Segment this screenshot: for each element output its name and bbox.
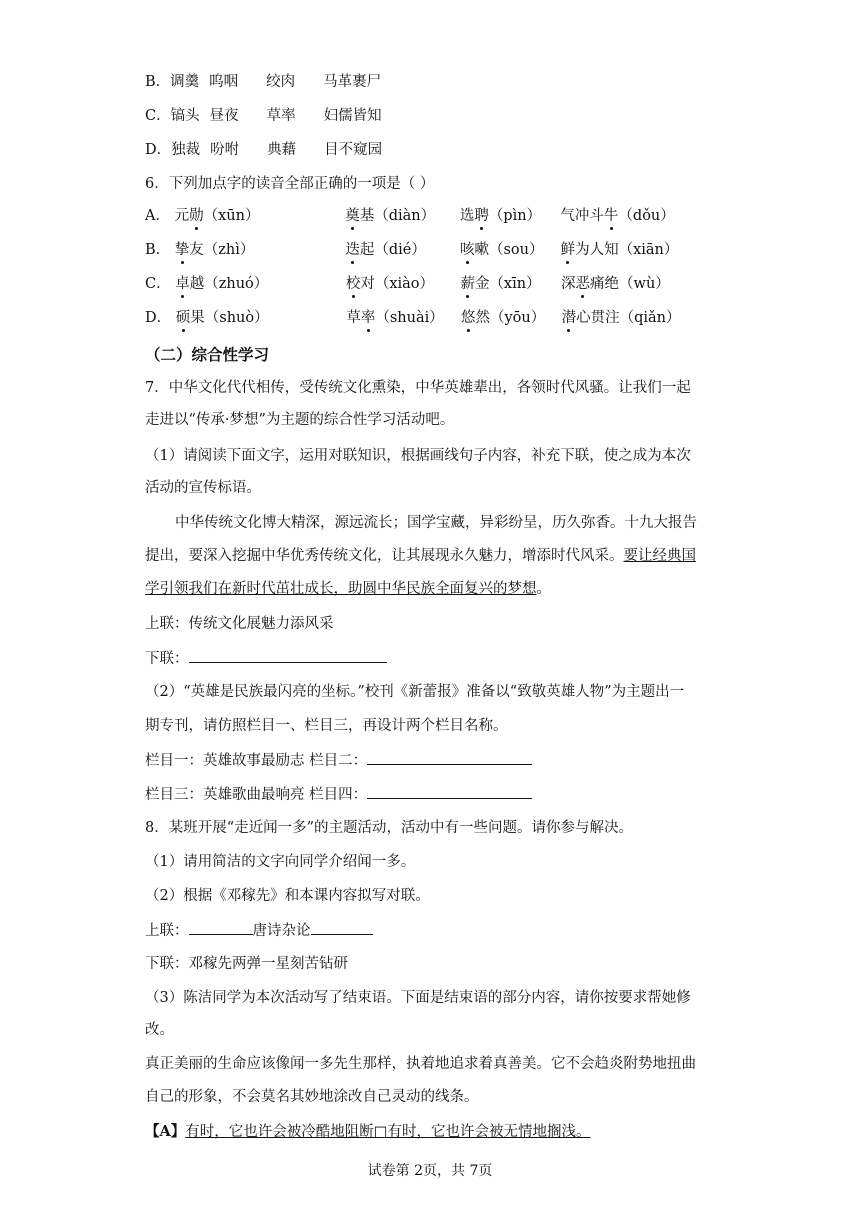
q7-stem-line1: 7．中华文化代代相传，受传统文化熏染，中华英雄辈出，各领时代风骚。让我们一起: [145, 380, 691, 396]
q8-part2: （2）根据《邓稼先》和本课内容拟写对联。: [145, 888, 430, 904]
option-letter: D．: [145, 310, 172, 326]
q5-option-b: [145, 72, 381, 92]
q8-text-line2: 自己的形象，不会莫名其妙地涂改自己灵动的线条。: [145, 1089, 479, 1105]
item: 迭起（dié）: [345, 242, 426, 258]
item: 潜心贯注（qiǎn）: [561, 310, 681, 326]
passage-text: 。: [536, 581, 551, 597]
column-row2: [145, 784, 532, 805]
dotted-char: 卓: [175, 276, 190, 292]
label: 上联：: [145, 923, 189, 939]
label: 栏目四：: [309, 787, 368, 803]
q7-stem-line2: 走进以“传承·梦想”为主题的综合性学习活动吧。: [145, 412, 455, 428]
dotted-char: 悠: [460, 310, 476, 326]
passage-line1: 中华传统文化博大精深，源远流长；国学宝藏，异彩纷呈，历久弥香。十九大报告: [175, 515, 697, 531]
dotted-char: 率: [360, 310, 376, 326]
option-letter: C．: [145, 276, 171, 292]
word: 昼夜: [209, 108, 239, 124]
q7-part1-line1: （1）请阅读下面文字，运用对联知识，根据画线句子内容，补充下联，使之成为本次: [145, 448, 691, 464]
word: 镐头: [170, 108, 200, 124]
dotted-char: 奠: [345, 208, 360, 224]
word: 草率: [266, 108, 296, 124]
passage-line3: [145, 579, 551, 599]
item: 薪金（xīn）: [460, 276, 541, 292]
q7-part1-line2: 活动的宣传标语。: [145, 480, 261, 496]
item: 鲜为人知（xiān）: [560, 242, 679, 258]
column-row1: [145, 750, 532, 771]
word: 目不窥园: [324, 142, 383, 158]
option-letter: D．: [145, 142, 172, 158]
q8-stem: 8．某班开展“走近闻一多”的主题活动，活动中有一些问题。请你参与解决。: [145, 820, 634, 836]
dotted-char: 校: [345, 276, 361, 292]
passage-line2: [145, 546, 696, 566]
label: 下联：: [145, 651, 189, 667]
q7-part2-line1: （2）“英雄是民族最闪亮的坐标。”校刊《新蕾报》准备以“致敬英雄人物”为主题出一: [145, 684, 685, 700]
option-letter: B．: [145, 242, 171, 258]
q5-option-d: [145, 140, 382, 160]
answer-blank[interactable]: [189, 920, 253, 935]
dotted-char: 鲜: [560, 242, 576, 258]
q8-part3-line2: 改。: [145, 1022, 174, 1038]
word: 马革裹尸: [323, 74, 382, 90]
dotted-char: 聘: [474, 208, 489, 224]
q6-option-d: [145, 308, 680, 328]
passage-text: 提出，要深入挖掘中华优秀传统文化，让其展现永久魅力，增添时代风采。: [145, 548, 624, 564]
item: 卓越（zhuó）: [175, 276, 269, 292]
item: 硕果（shuò）: [175, 310, 269, 326]
q7-part2-line2: 期专刊，请仿照栏目一、栏目三，再设计两个栏目名称。: [145, 718, 508, 734]
q6-option-c: [145, 274, 670, 294]
label: 栏目三：英雄歌曲最响亮: [145, 787, 305, 803]
q8-part3-line1: （3）陈洁同学为本次活动写了结束语。下面是结束语的部分内容，请你按要求帮她修: [145, 990, 691, 1006]
item: 草率（shuài）: [346, 310, 444, 326]
label: 唐诗杂论: [252, 923, 311, 939]
item: 奠基（diàn）: [345, 208, 436, 224]
item: 元勋（xūn）: [174, 208, 260, 224]
underlined-text: 有时，它也许会被冷酷地阻断□有时，它也许会被无情地搁浅。: [185, 1124, 591, 1140]
q5-option-c: [145, 106, 382, 126]
answer-blank[interactable]: [367, 750, 532, 765]
word: 绞肉: [266, 74, 296, 90]
word: 独裁: [171, 142, 201, 158]
item: 气冲斗牛（dǒu）: [560, 208, 675, 224]
answer-blank[interactable]: [367, 784, 532, 799]
q6-option-a: [145, 206, 675, 226]
dotted-char: 恶: [575, 276, 591, 292]
q8-text-line1: 真正美丽的生命应该像闻一多先生那样，执着地追求着真善美。它不会趋炎附势地扭曲: [145, 1056, 696, 1072]
answer-blank[interactable]: [189, 648, 387, 663]
dotted-char: 咳: [459, 242, 475, 258]
q6-option-b: [145, 240, 678, 260]
underlined-text: 要让经典国: [623, 548, 696, 564]
dotted-char: 硕: [175, 310, 191, 326]
word: 典藉: [267, 142, 297, 158]
item: 悠然（yōu）: [460, 310, 546, 326]
dotted-char: 勋: [189, 208, 204, 224]
dotted-char: 挚: [174, 242, 190, 258]
item: 选聘（pìn）: [459, 208, 542, 224]
label: 栏目二：: [309, 753, 368, 769]
option-letter: C．: [145, 108, 171, 124]
dotted-char: 潜: [561, 310, 577, 326]
page-footer: 试卷第 2页，共 7页: [367, 1163, 493, 1179]
dotted-char: 牛: [603, 208, 619, 224]
couplet-upper: 上联：传统文化展魅力添风采: [145, 616, 334, 632]
item: 挚友（zhì）: [174, 242, 255, 258]
word: 妇儒皆知: [323, 108, 382, 124]
dotted-char: 迭: [345, 242, 360, 258]
item: 咳嗽（sou）: [459, 242, 544, 258]
item: 校对（xiào）: [345, 276, 435, 292]
dotted-char: 薪: [460, 276, 475, 292]
q6-stem: 6．下列加点字的读音全部正确的一项是（ ）: [145, 176, 435, 192]
option-letter: B．: [145, 74, 171, 90]
q8-sentence-a: [145, 1122, 590, 1142]
q8-couplet-upper: [145, 920, 373, 941]
couplet-lower: [145, 648, 387, 669]
label: 栏目一：英雄故事最励志: [145, 753, 305, 769]
underlined-text: 学引领我们在新时代茁壮成长，助圆中华民族全面复兴的梦想: [145, 581, 537, 597]
q8-couplet-lower: 下联：邓稼先两弹一星刻苦钻研: [145, 956, 348, 972]
option-letter: A．: [145, 208, 170, 224]
section-title: （二）综合性学习: [145, 346, 270, 364]
word: 呜咽: [209, 74, 239, 90]
word: 调羹: [170, 74, 200, 90]
answer-blank[interactable]: [311, 920, 373, 935]
q8-part1: （1）请用简洁的文字向同学介绍闻一多。: [145, 854, 416, 870]
word: 吩咐: [210, 142, 240, 158]
label: 【A】: [145, 1123, 186, 1140]
item: 深恶痛绝（wù）: [561, 276, 670, 292]
